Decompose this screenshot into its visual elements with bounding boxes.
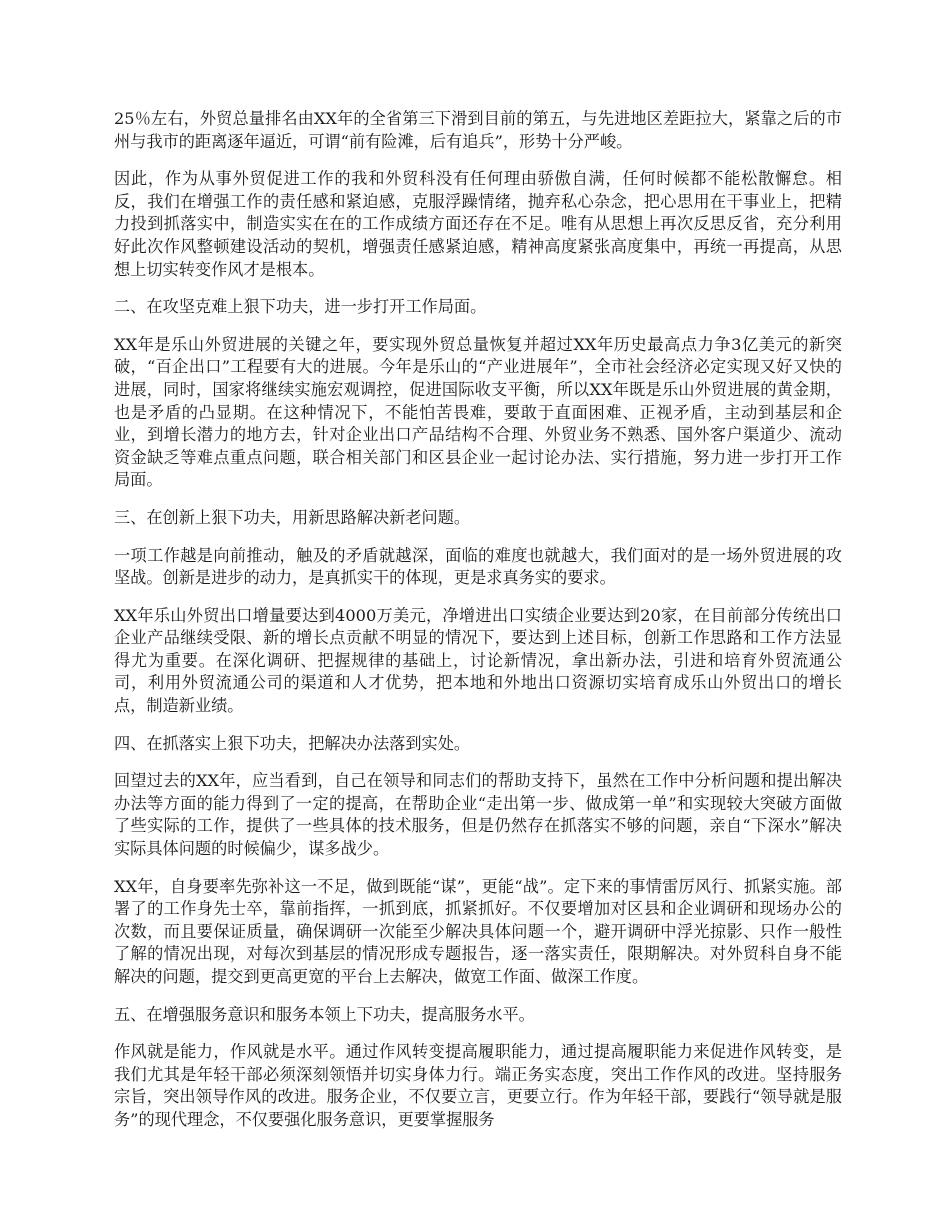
paragraph: 一项工作越是向前推动，触及的矛盾就越深，面临的难度也就越大，我们面对的是一场外贸进展的攻坚战。创新是进步的动力，是真抓实干的体现，更是求真务实的要求。 xyxy=(114,545,842,588)
section-heading: 五、在增强服务意识和服务本领上下功夫，提高服务水平。 xyxy=(114,1004,535,1024)
section-heading: 四、在抓落实上狠下功夫，把解决办法落到实处。 xyxy=(114,733,471,753)
section-heading: 二、在攻坚克难上狠下功夫，进一步打开工作局面。 xyxy=(114,297,487,317)
paragraph: 作风就是能力，作风就是水平。通过作风转变提高履职能力，通过提高履职能力来促进作风转变，是我们尤其是年轻干部必须深刻领悟并切实身体力行。端正务实态度，突出工作作风的改进。坚持服务宗旨，突出领导作风的改进。服务企业，不仅要立言，更要立行。作为年轻干部，要践行“领导就是服务”的现代理念，不仅要强化服务意识，更要掌握服务 xyxy=(114,1042,842,1129)
paragraph: 25％左右，外贸总量排名由XX年的全省第三下滑到目前的第五，与先进地区差距拉大，紧靠之后的市州与我市的距离逐年逼近，可谓“前有险滩，后有追兵”，形势十分严峻。 xyxy=(114,109,842,151)
paragraph: XX年是乐山外贸进展的关键之年，要实现外贸总量恢复并超过XX年历史最高点力争3亿美元的新突破，“百企出口”工程要有大的进展。今年是乐山的“产业进展年”，全市社会经济必定实现又好又快的进展，同时，国家将继续实施宏观调控，促进国际收支平衡，所以XX年既是乐山外贸进展的黄金期，也是矛盾的凸显期。在这种情况下，不能怕苦畏难，要敢于直面困难、正视矛盾，主动到基层和企业，到增长潜力的地方去，针对企业出口产品结构不合理、外贸业务不熟悉、国外客户渠道少、流动资金缺乏等难点重点问题，联合相关部门和区县企业一起讨论办法、实行措施，努力进一步打开工作局面。 xyxy=(114,334,842,490)
document-body xyxy=(114,108,842,1147)
paragraph: 因此，作为从事外贸促进工作的我和外贸科没有任何理由骄傲自满，任何时候都不能松散懈怠。相反，我们在增强工作的责任感和紧迫感，克服浮躁情绪，抛弃私心杂念，把心思用在干事业上，把精力投到抓落实中，制造实实在在的工作成绩方面还存在不足。唯有从思想上再次反思反省，充分利用好此次作风整顿建设活动的契机，增强责任感紧迫感，精神高度紧张高度集中，再统一再提高，从思想上切实转变作风才是根本。 xyxy=(114,169,842,279)
paragraph: XX年乐山外贸出口增量要达到4000万美元，净增进出口实绩企业要达到20家，在目前部分传统出口企业产品继续受限、新的增长点贡献不明显的情况下，要达到上述目标，创新工作思路和工作方法显得尤为重要。在深化调研、把握规律的基础上，讨论新情况，拿出新办法，引进和培育外贸流通公司，利用外贸流通公司的渠道和人才优势，把本地和外地出口资源切实培育成乐山外贸出口的增长点，制造新业绩。 xyxy=(114,605,842,716)
paragraph: 回望过去的XX年，应当看到，自己在领导和同志们的帮助支持下，虽然在工作中分析问题和提出解决办法等方面的能力得到了一定的提高，在帮助企业“走出第一步、做成第一单”和实现较大突破方面做了些实际的工作，提供了一些具体的技术服务，但是仍然存在抓落实不够的问题，亲自“下深水”解决实际具体问题的时候偏少，谋多战少。 xyxy=(114,771,842,859)
section-heading: 三、在创新上狠下功夫，用新思路解决新老问题。 xyxy=(114,507,471,527)
paragraph: XX年，自身要率先弥补这一不足，做到既能“谋”，更能“战”。定下来的事情雷厉风行、抓紧实施。部署了的工作身先士卒，靠前指挥，一抓到底，抓紧抓好。不仅要增加对区县和企业调研和现场办公的次数，而且要保证质量，确保调研一次能至少解决具体问题一个，避开调研中浮光掠影、只作一般性了解的情况出现，对每次到基层的情况形成专题报告，逐一落实责任，限期解决。对外贸科自身不能解决的问题，提交到更高更宽的平台上去解决，做宽工作面、做深工作度。 xyxy=(114,876,842,986)
